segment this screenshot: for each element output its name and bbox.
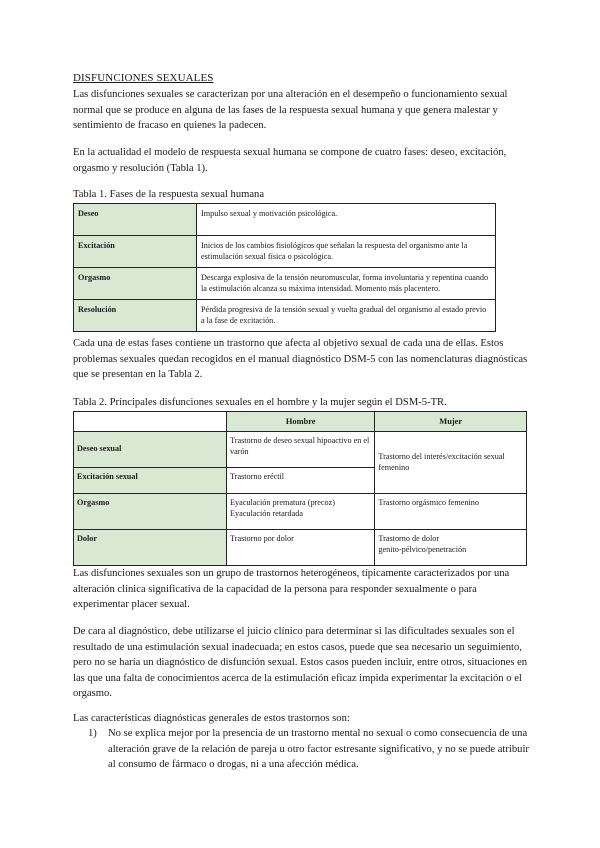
men-cell: Trastorno de deseo sexual hipoactivo en el varón <box>227 432 375 468</box>
men-cell-line: Eyaculación retardada <box>230 508 303 518</box>
men-cell: Trastorno eréctil <box>227 468 375 494</box>
list-item-number: 1) <box>88 728 97 739</box>
characteristics-list <box>88 726 534 773</box>
women-merged-cell: Trastorno del interés/excitación sexual femenino <box>375 432 527 494</box>
table-header-row <box>74 412 527 432</box>
table1-caption: Tabla 1. Fases de la respuesta sexual humana <box>73 189 265 200</box>
dsm-paragraph: Cada una de estas fases contiene un trastorno que afecta al objetivo sexual de cada una de ellas. Estos problemas sexuales quedan recogidos en el manual diagnóstico DSM-5 con las nomenclaturas diagnósticas que se presentan en la Tabla 2. <box>73 338 528 381</box>
men-cell-line: Eyaculación prematura (precoz) <box>230 498 336 507</box>
women-cell <box>375 530 527 566</box>
row-label: Dolor <box>74 530 227 566</box>
list-item <box>88 726 534 773</box>
men-cell <box>227 494 375 530</box>
phase-description: Impulso sexual y motivación psicológica. <box>197 204 496 236</box>
table-row <box>74 204 496 236</box>
list-item-text: No se explica mejor por la presencia de un trastorno mental no sexual o como consecuencia de una alteración grave de la relación de pareja u otro factor estresante significativo, y no se puede atribuir al consumo de fármaco o drogas, ni a una afección médica. <box>108 728 529 771</box>
table-row <box>74 300 496 332</box>
document-title: DISFUNCIONES SEXUALES <box>73 72 214 84</box>
row-label: Orgasmo <box>74 494 227 530</box>
phase-description: Descarga explosiva de la tensión neuromuscular, forma involuntaria y repentina cuando la estimulación alcanza su máxima intensidad. Momento más placentero. <box>197 268 496 300</box>
table-row <box>74 530 527 566</box>
women-cell-line: genito-pélvico/penetración <box>378 544 467 554</box>
header-men: Hombre <box>227 412 375 432</box>
phase-description: Pérdida progresiva de la tensión sexual y vuelta gradual del organismo al estado previo a la fase de excitación. <box>197 300 496 332</box>
table-row <box>74 268 496 300</box>
phase-description: Inicios de los cambios fisiológicos que señalan la respuesta del organismo ante la estimulación sexual física o psicológica. <box>197 236 496 268</box>
disorders-table <box>73 411 527 566</box>
table-row <box>74 494 527 530</box>
characteristics-intro: Las características diagnósticas generales de estos trastornos son: <box>73 713 350 724</box>
phase-cell: Orgasmo <box>74 268 197 300</box>
women-cell: Trastorno orgásmico femenino <box>375 494 527 530</box>
header-blank-cell <box>74 412 227 432</box>
phase-cell: Excitación <box>74 236 197 268</box>
phase-cell: Deseo <box>74 204 197 236</box>
intro-paragraph: Las disfunciones sexuales se caracterizan por una alteración en el desempeño o funcionamiento sexual normal que se produce en alguna de las fases de la respuesta sexual humana y que genera malestar y sentimiento de fracaso en quienes la padecen. <box>73 89 508 132</box>
model-paragraph: En la actualidad el modelo de respuesta sexual humana se compone de cuatro fases: deseo, excitación, orgasmo y resolución (Tabla 1). <box>73 147 507 174</box>
heterogeneous-paragraph: Las disfunciones sexuales son un grupo de trastornos heterogéneos, típicamente caracterizados por una alteración clínica significativa de la capacidad de la persona para responder sexualmente o para experimentar placer sexual. <box>73 568 510 611</box>
table2-caption: Tabla 2. Principales disfunciones sexuales en el hombre y la mujer según el DSM-5-TR. <box>73 397 447 408</box>
men-cell: Trastorno por dolor <box>227 530 375 566</box>
phase-cell: Resolución <box>74 300 197 332</box>
phases-table <box>73 203 496 332</box>
table-row <box>74 236 496 268</box>
header-women: Mujer <box>375 412 527 432</box>
women-cell-line: Trastorno de dolor <box>378 534 440 543</box>
row-label: Excitación sexual <box>74 468 227 494</box>
diagnosis-paragraph: De cara al diagnóstico, debe utilizarse el juicio clínico para determinar si las dificultades sexuales son el resultado de una estimulación sexual inadecuada; en estos casos, puede que sea necesario un seguimiento, pero no se haría un diagnóstico de disfunción sexual. Estos casos pueden incluir, entre otros, situaciones en las que una falta de conocimientos acerca de la estimulación eficaz impida experimentar la excitación o el orgasmo. <box>73 626 528 700</box>
table-row <box>74 432 527 468</box>
row-label: Deseo sexual <box>74 432 227 468</box>
